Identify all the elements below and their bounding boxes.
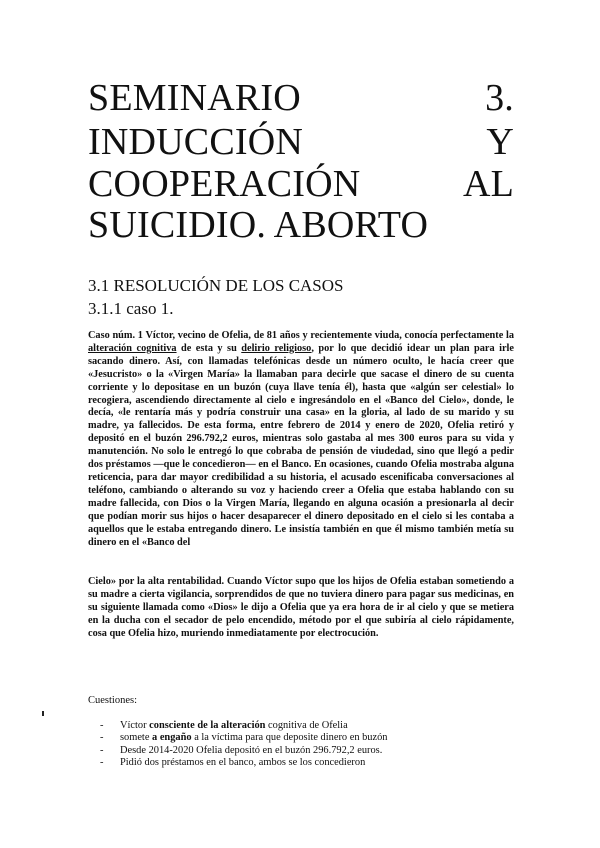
item-text: Pidió dos préstamos en el banco, ambos se los concedieron	[120, 757, 366, 769]
item-text: Desde 2014-2020 Ofelia depositó en el buzón 296.792,2 euros.	[120, 744, 383, 756]
margin-marker	[42, 711, 44, 716]
subsection-heading: 3.1.1 caso 1.	[88, 299, 174, 318]
list-item	[100, 720, 520, 732]
questions-heading: Cuestiones:	[88, 695, 137, 706]
item-emphasis: a engaño	[152, 732, 192, 744]
item-text: cognitiva de Ofelia	[265, 720, 348, 731]
case-text: Caso núm. 1 Víctor, vecino de Ofelia, de 81 años y recientemente viuda, conocía perfectamente la	[88, 330, 514, 341]
title-line-1	[88, 76, 514, 120]
title-word: INDUCCIÓN	[88, 121, 304, 163]
section-heading: 3.1 RESOLUCIÓN DE LOS CASOS	[88, 276, 344, 295]
title-word: SEMINARIO	[88, 77, 301, 119]
case-text: , por lo que decidió idear un plan para irle sacando dinero. Así, con llamadas telefónicas desde un número oculto, le hacía creer que «Jesucristo» o la «Virgen María» la llamaban para decirle que sacase el dinero de su cuenta corriente y lo depositase en un buzón (cuya llave tenía él), hasta que «algún ser celestial» lo recogiera, ascendiendo directamente al cielo e ingresándolo en el «Banco del Cielo», donde, le decía, «le rentaría más y podría construir una casa» en la gloria, al lado de su marido y su madre, ya fallecidos. De esta forma, entre febrero de 2014 y enero de 2020, Ofelia retiró y depositó en el buzón 296.792,2 euros, mientras solo gastaba al mes 300 euros para su vida y manutención. No solo le entregó lo que cobraba de pensión de viudedad, sino que llegó a pedir dos préstamos —que le concedieron— en el Banco. En ocasiones, cuando Ofelia mostraba alguna reticencia, para dar mayor credibilidad a su historia, el acusado escenificaba conversaciones al teléfono, cambiando o alterando su voz y haciendo creer a Ofelia que estaba hablando con su madre fallecida, con Dios o la Virgen María, llegando en alguna ocasión a presionarla al decir que podían morir sus hijos o hacer desaparecer el dinero depositado en el cielo si les contaba a aquellos que le estaba entregando dinero. Le insistía también en que él mismo también metía su dinero en el «Banco del	[88, 342, 514, 548]
list-bullet: -	[100, 744, 104, 756]
title-word: COOPERACIÓN	[88, 163, 361, 205]
questions-list	[100, 720, 520, 770]
list-bullet: -	[100, 757, 104, 769]
title-word: 3.	[485, 77, 514, 119]
list-item	[100, 745, 520, 757]
list-item	[100, 757, 520, 769]
item-text: a la víctima para que deposite dinero en buzón	[191, 732, 388, 744]
item-emphasis: consciente de la alteración	[149, 720, 266, 731]
title-word: Y	[486, 121, 514, 163]
title-line-4	[88, 203, 514, 247]
list-bullet: -	[100, 732, 104, 744]
case-paragraph-2: Cielo» por la alta rentabilidad. Cuando Víctor supo que los hijos de Ofelia estaban sometiendo a su madre a cierta vigilancia, sorprendidos de que no tuviera dinero para pagar sus medicinas, en su siguiente llamada como «Dios» le dijo a Ofelia que ya era hora de ir al cielo y que se metiera en la ducha con el secador de pelo encendido, método por el que subiría al cielo rápidamente, cosa que Ofelia hizo, muriendo inmediatamente por electrocución.	[88, 576, 514, 639]
title-line-2	[88, 120, 514, 164]
underlined-term: delirio religioso	[241, 342, 312, 354]
item-text: Víctor	[120, 720, 150, 731]
case-paragraph-1	[88, 330, 514, 549]
underlined-term: alteración cognitiva	[88, 342, 177, 354]
item-text: somete	[120, 732, 153, 744]
list-bullet: -	[100, 720, 104, 731]
title-line-3	[88, 162, 514, 206]
title-word: SUICIDIO. ABORTO	[88, 204, 429, 246]
case-text: de esta y su	[176, 342, 242, 354]
title-word: AL	[462, 163, 514, 205]
list-item	[100, 732, 520, 744]
